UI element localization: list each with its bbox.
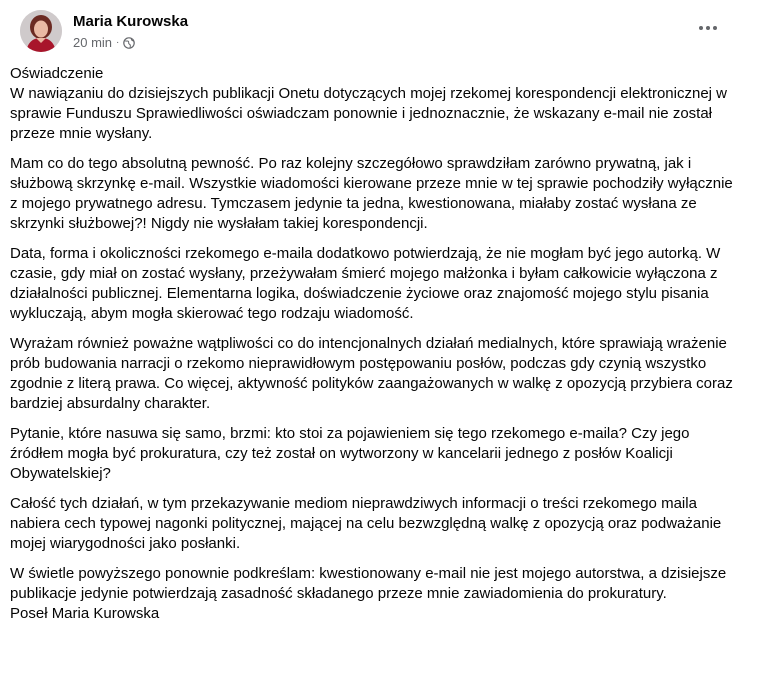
meta-separator: ·: [116, 37, 120, 48]
globe-icon[interactable]: [123, 37, 135, 49]
post-body: [10, 64, 740, 634]
more-options-icon: [713, 26, 717, 30]
avatar[interactable]: [20, 10, 62, 52]
more-options-icon: [699, 26, 703, 30]
post-text: W nawiązaniu do dzisiejszych publikacji Onetu dotyczących mojej rzekomej korespondencji elektronicznej w sprawie Funduszu Sprawiedliwości oświadczam ponownie i jednoznacznie, że wskazany e-mail nie został przeze mnie wysłany.: [10, 85, 727, 142]
post-signature: Poseł Maria Kurowska: [10, 605, 160, 622]
post-paragraph: Mam co do tego absolutną pewność. Po raz kolejny szczegółowo sprawdziłam zarówno prywatną, jak i służbową skrzynkę e-mail. Wszystkie wiadomości kierowane przeze mnie w tej sprawie pochodziły wyłącznie z mojego prywatnego adresu. Tymczasem jedynie ta jedna, kwestionowana, miałaby zostać wysłana ze skrzynki służbowej?! Nigdy nie wysłałam takiej korespondencji.: [10, 155, 733, 232]
post-closing: W świetle powyższego ponownie podkreślam: kwestionowany e-mail nie jest mojego autorstwa, a dzisiejsze publikacje jedynie potwierdzają zasadność składanego przeze mnie zawiadomienia do prokuratury.: [10, 565, 727, 602]
more-options-button[interactable]: [694, 18, 722, 38]
author-name[interactable]: Maria Kurowska: [73, 13, 189, 30]
post-meta: [73, 35, 135, 50]
more-options-icon: [706, 26, 710, 30]
post-time[interactable]: 20 min: [73, 35, 113, 50]
post-paragraph: [10, 64, 740, 144]
post-heading: Oświadczenie: [10, 65, 104, 82]
avatar-image: [20, 10, 62, 52]
post-paragraph: Całość tych działań, w tym przekazywanie mediom nieprawdziwych informacji o treści rzekomego maila nabiera cech typowej nagonki politycznej, mającej na celu bezwzględną walkę z opozycją oraz podważanie mojej wiarygodności jako posłanki.: [10, 495, 722, 552]
post-header: [10, 0, 736, 58]
post-paragraph: Pytanie, które nasuwa się samo, brzmi: kto stoi za pojawieniem się tego rzekomego e-maila? Czy jego źródłem mogła być prokuratura, czy też został on wytworzony w kancelarii jednego z posłów Koalicji Obywatelskiej?: [10, 425, 690, 482]
post-paragraph: Wyrażam również poważne wątpliwości co do intencjonalnych działań medialnych, które sprawiają wrażenie prób budowania narracji o rzekomo nieprawidłowym postępowaniu posłów, podczas gdy czynią wszystko zgodnie z literą prawa. Co więcej, aktywność polityków zaangażowanych w walkę z opozycją przybiera coraz bardziej absurdalny charakter.: [10, 335, 733, 412]
post-paragraph: [10, 564, 740, 624]
post-paragraph: Data, forma i okoliczności rzekomego e-maila dodatkowo potwierdzają, że nie mogłam być jego autorką. W czasie, gdy miał on zostać wysłany, przeżywałam śmierć mojego małżonka i byłam całkowicie wyłączona z działalności publicznej. Elementarna logika, doświadczenie życiowe oraz znajomość mojego stylu pisania wykluczają, abym mogła skierować tego rodzaju wiadomość.: [10, 245, 721, 322]
